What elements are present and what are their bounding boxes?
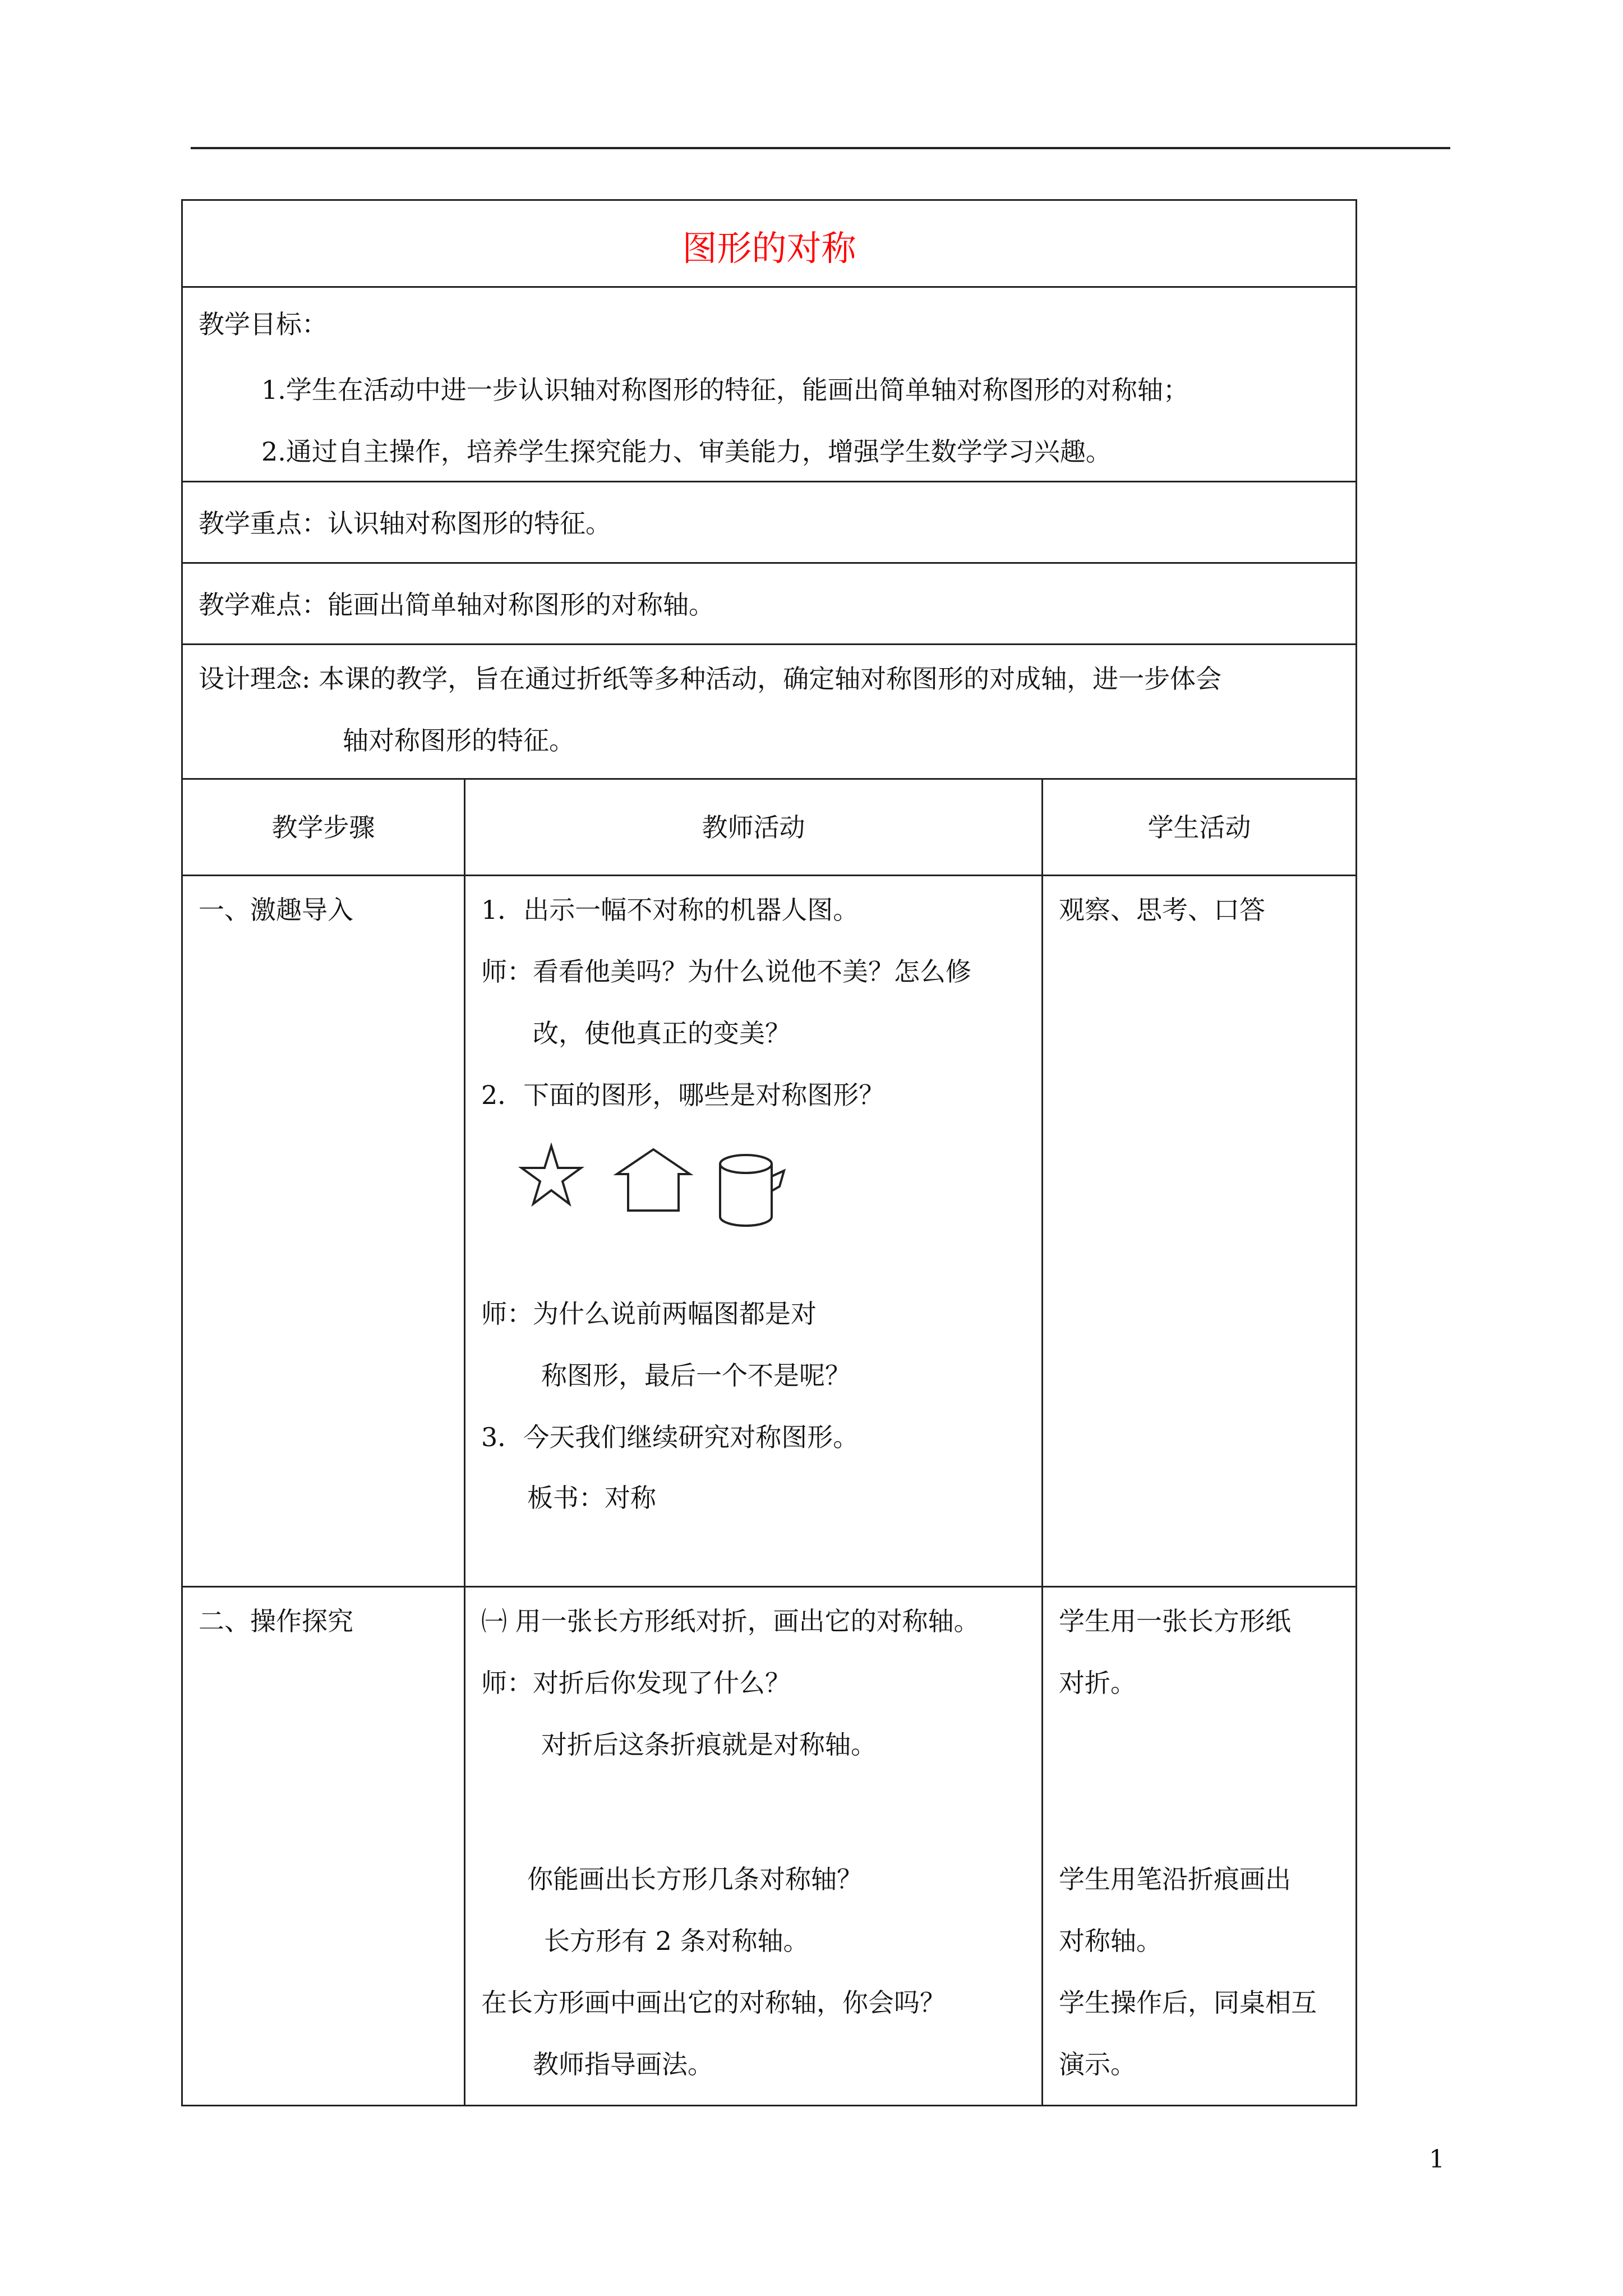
teacher-line: 你能画出长方形几条对称轴？	[527, 1864, 863, 1894]
step2-student-cell	[1041, 1586, 1357, 2106]
teacher-line: 教师指导画法。	[533, 2049, 713, 2079]
step1-teacher-cell	[464, 875, 1043, 1588]
step-name: 一、激趣导入	[199, 895, 353, 925]
column-header: 学生活动	[1147, 812, 1251, 843]
design-cell	[181, 643, 1357, 780]
teacher-line: 对折后这条折痕就是对称轴。	[541, 1729, 877, 1760]
step2-teacher-cell	[464, 1586, 1043, 2106]
key-point-cell	[181, 481, 1357, 564]
column-header: 教师活动	[702, 812, 805, 843]
header-step-cell	[181, 778, 465, 876]
cup-icon	[720, 1155, 784, 1226]
teacher-line: 师：看看他美吗？为什么说他不美？怎么修	[481, 956, 971, 987]
objectives-label: 教学目标：	[199, 309, 328, 339]
student-line: 对折。	[1059, 1668, 1136, 1698]
difficulty-text: 教学难点：能画出简单轴对称图形的对称轴。	[199, 590, 714, 620]
up-arrow-icon	[617, 1149, 690, 1211]
step2-name-cell	[181, 1586, 465, 2106]
header-teacher-cell	[464, 778, 1043, 876]
student-line: 学生操作后，同桌相互	[1059, 1987, 1317, 2018]
student-line: 演示。	[1059, 2049, 1136, 2079]
teacher-line: 2．下面的图形，哪些是对称图形？	[481, 1080, 885, 1110]
objectives-cell	[181, 286, 1357, 482]
teacher-line: 3．今天我们继续研究对称图形。	[481, 1422, 859, 1452]
teacher-line: 师：对折后你发现了什么？	[481, 1668, 791, 1698]
step-name: 二、操作探究	[199, 1606, 353, 1636]
teacher-line: 师：为什么说前两幅图都是对	[481, 1299, 817, 1329]
column-header: 教学步骤	[271, 812, 375, 843]
teacher-line: 改，使他真正的变美？	[533, 1018, 791, 1048]
student-line: 学生用一张长方形纸	[1059, 1606, 1291, 1636]
teacher-line: ㈠ 用一张长方形纸对折，画出它的对称轴。	[481, 1606, 980, 1636]
key-point-text: 教学重点：认识轴对称图形的特征。	[199, 508, 611, 539]
lesson-plan-table	[181, 199, 1357, 2106]
step1-student-cell	[1041, 875, 1357, 1588]
header-rule	[191, 147, 1450, 149]
teacher-line: 在长方形画中画出它的对称轴，你会吗？	[481, 1987, 946, 2018]
symmetry-figures	[516, 1143, 852, 1255]
step1-name-cell	[181, 875, 465, 1588]
teacher-line: 板书：对称	[527, 1483, 656, 1513]
student-line: 对称轴。	[1059, 1926, 1162, 1956]
student-line: 观察、思考、口答	[1059, 895, 1265, 925]
teacher-line: 长方形有 2 条对称轴。	[544, 1926, 809, 1956]
star-icon	[522, 1146, 581, 1204]
difficulty-cell	[181, 562, 1357, 645]
student-line: 学生用笔沿折痕画出	[1059, 1864, 1291, 1894]
design-text-line1: 设计理念: 本课的教学，旨在通过折纸等多种活动，确定轴对称图形的对成轴，进一步体会	[199, 664, 1222, 694]
title-cell	[181, 199, 1357, 288]
teacher-line: 1．出示一幅不对称的机器人图。	[481, 895, 859, 925]
page-number: 1	[1429, 2145, 1445, 2174]
design-text-line2: 轴对称图形的特征。	[343, 725, 575, 756]
objective-item: 2.通过自主操作，培养学生探究能力、审美能力，增强学生数学学习兴趣。	[261, 436, 1112, 467]
objective-item: 1.学生在活动中进一步认识轴对称图形的特征，能画出简单轴对称图形的对称轴；	[261, 375, 1189, 405]
teacher-line: 称图形，最后一个不是呢？	[541, 1360, 851, 1391]
header-student-cell	[1041, 778, 1357, 876]
lesson-title: 图形的对称	[682, 228, 856, 269]
